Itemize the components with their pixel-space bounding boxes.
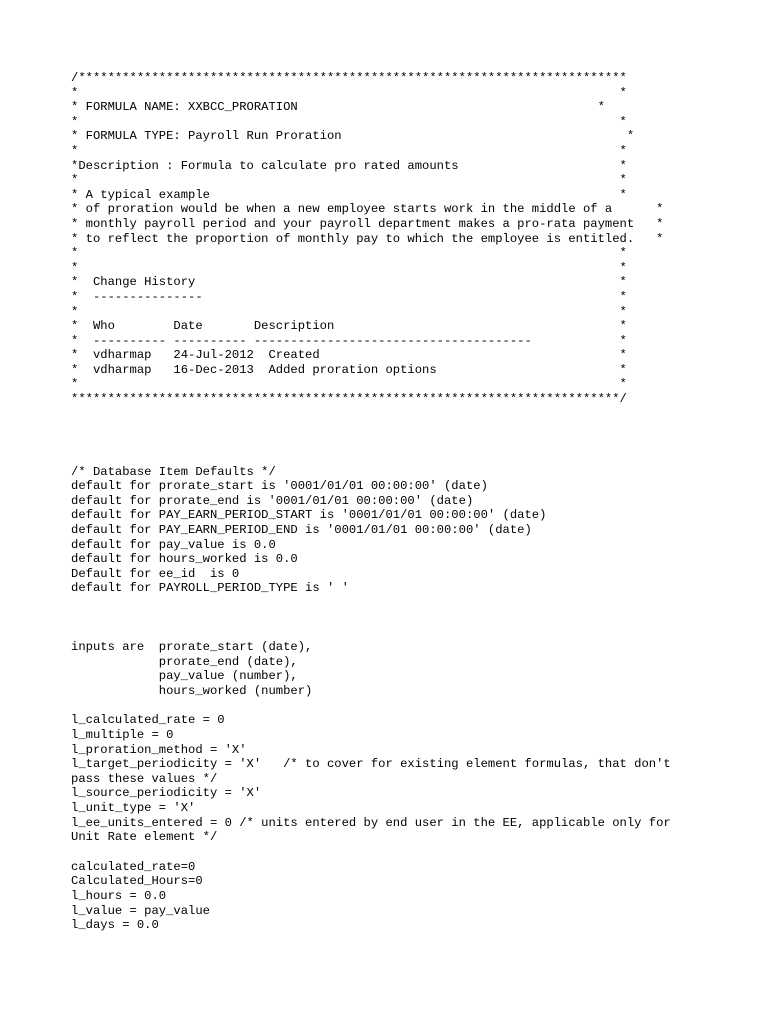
code-line: inputs are prorate_start (date), — [71, 640, 313, 654]
code-line: *Description : Formula to calculate pro rated amounts * — [71, 158, 627, 173]
code-line: * ---------- ---------- -------------------------------------- * — [71, 333, 627, 348]
code-line: * to reflect the proportion of monthly pay to which the employee is entitled. * — [71, 231, 664, 246]
code-line: default for pay_value is 0.0 — [71, 537, 276, 552]
code-line: default for PAY_EARN_PERIOD_END is '0001/01/01 00:00:00' (date) — [71, 523, 532, 538]
code-line: default for PAY_EARN_PERIOD_START is '0001/01/01 00:00:00' (date) — [71, 508, 547, 523]
code-line: default for prorate_end is '0001/01/01 00:00:00' (date) — [71, 493, 474, 508]
code-line: l_source_periodicity = 'X' — [71, 786, 262, 801]
code-line: default for hours_worked is 0.0 — [71, 552, 298, 567]
code-line: * * — [71, 377, 627, 392]
code-line: ***************************************************************************/ — [71, 392, 627, 407]
variables-block — [71, 713, 761, 844]
code-line: prorate_end (date), — [71, 654, 298, 669]
code-line: * * — [71, 114, 627, 129]
code-line: * Who Date Description * — [71, 319, 627, 334]
code-line: * * — [71, 85, 627, 100]
code-line: hours_worked (number) — [71, 683, 313, 698]
code-line: * A typical example * — [71, 187, 627, 202]
code-line: * vdharmap 16-Dec-2013 Added proration options * — [71, 362, 627, 377]
code-line: * * — [71, 173, 627, 188]
code-line: default for prorate_start is '0001/01/01 00:00:00' (date) — [71, 479, 488, 494]
header-comment-block — [71, 71, 761, 407]
inputs-block — [71, 640, 761, 698]
code-line: l_value = pay_value — [71, 903, 210, 918]
code-line: l_hours = 0.0 — [71, 888, 167, 903]
code-line: * * — [71, 304, 627, 319]
code-line: l_multiple = 0 — [71, 727, 174, 742]
code-line: l_target_periodicity = 'X' /* to cover for existing element formulas, that don't — [71, 757, 671, 772]
code-line: Default for ee_id is 0 — [71, 566, 240, 581]
code-line: pass these values */ — [71, 771, 218, 786]
code-line: default for PAYROLL_PERIOD_TYPE is ' ' — [71, 581, 349, 596]
code-line: * * — [71, 246, 627, 261]
code-line: l_calculated_rate = 0 — [71, 713, 225, 728]
code-line: * * — [71, 143, 627, 158]
database-item-defaults-block — [71, 465, 761, 596]
code-line: * of proration would be when a new employee starts work in the middle of a * — [71, 202, 664, 217]
code-line: /* Database Item Defaults */ — [71, 464, 276, 479]
code-line: l_proration_method = 'X' — [71, 742, 247, 757]
document-page — [71, 71, 761, 933]
code-line: * * — [71, 260, 627, 275]
code-line: * monthly payroll period and your payroll department makes a pro-rata payment * — [71, 216, 664, 231]
code-line: /*************************************************************************** — [71, 71, 627, 85]
code-line: Unit Rate element */ — [71, 830, 218, 845]
code-line: Calculated_Hours=0 — [71, 874, 203, 889]
code-line: l_unit_type = 'X' — [71, 800, 196, 815]
code-line: * --------------- * — [71, 289, 627, 304]
calculations-block — [71, 860, 761, 933]
code-line: * vdharmap 24-Jul-2012 Created * — [71, 348, 627, 363]
code-line: l_days = 0.0 — [71, 918, 159, 933]
code-line: * FORMULA NAME: XXBCC_PRORATION * — [71, 100, 605, 115]
code-line: l_ee_units_entered = 0 /* units entered by end user in the EE, applicable only for — [71, 815, 671, 830]
code-line: * Change History * — [71, 275, 627, 290]
code-line: calculated_rate=0 — [71, 859, 196, 874]
code-line: * FORMULA TYPE: Payroll Run Proration * — [71, 129, 635, 144]
code-line: pay_value (number), — [71, 669, 298, 684]
